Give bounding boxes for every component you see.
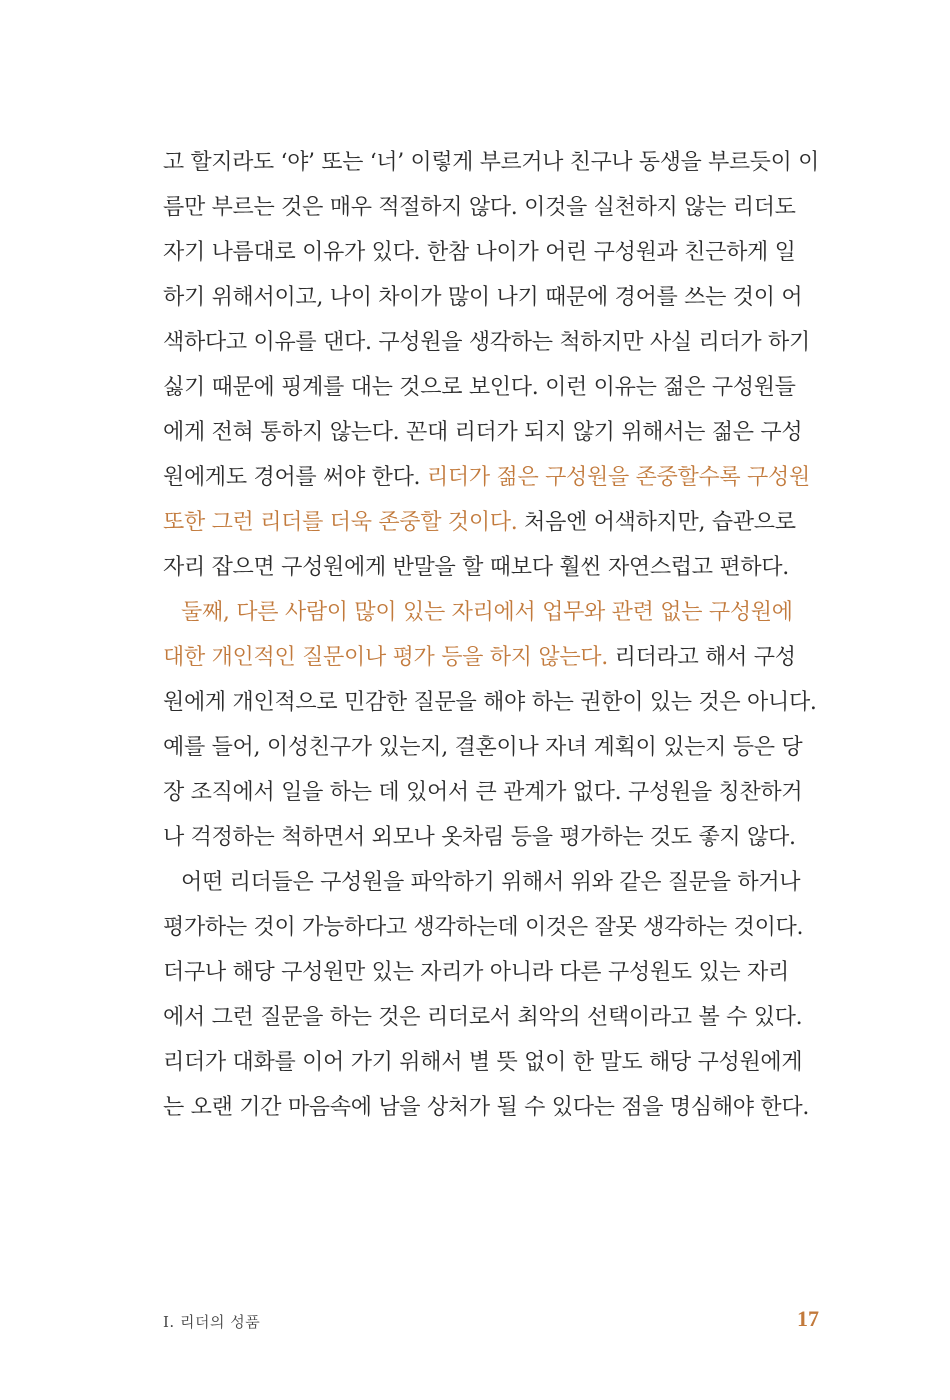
text-line: 대한 개인적인 질문이나 평가 등을 하지 않는다. 리더라고 해서 구성 — [163, 645, 796, 670]
text-line: 평가하는 것이 가능하다고 생각하는데 이것은 잘못 생각하는 것이다. — [163, 915, 804, 940]
highlighted-text: 리더가 젊은 구성원을 존중할수록 구성원 — [426, 465, 810, 490]
text-line: 원에게도 경어를 써야 한다. 리더가 젊은 구성원을 존중할수록 구성원 — [163, 465, 810, 490]
page-number: 17 — [797, 1306, 819, 1331]
text-line: 름만 부르는 것은 매우 적절하지 않다. 이것을 실천하지 않는 리더도 — [163, 195, 796, 220]
highlighted-text: 둘째, 다른 사람이 많이 있는 자리에서 업무와 관련 없는 구성원에 — [181, 600, 793, 625]
paragraph-start-line: 어떤 리더들은 구성원을 파악하기 위해서 위와 같은 질문을 하거나 — [181, 870, 801, 895]
text-line: 나 걱정하는 척하면서 외모나 옷차림 등을 평가하는 것도 좋지 않다. — [163, 825, 796, 850]
text-line: 더구나 해당 구성원만 있는 자리가 아니라 다른 구성원도 있는 자리 — [163, 960, 789, 985]
text-line: 리더가 대화를 이어 가기 위해서 별 뜻 없이 한 말도 해당 구성원에게 — [163, 1050, 803, 1075]
text-line: 싫기 때문에 핑계를 대는 것으로 보인다. 이런 이유는 젊은 구성원들 — [163, 375, 796, 400]
text-line: 에게 전혀 통하지 않는다. 꼰대 리더가 되지 않기 위해서는 젊은 구성 — [163, 420, 803, 445]
text-line: 또한 그런 리더를 더욱 존중할 것이다. 처음엔 어색하지만, 습관으로 — [163, 510, 796, 535]
text-line: 고 할지라도 ‘야’ 또는 ‘너’ 이렇게 부르거나 친구나 동생을 부르듯이 이 — [163, 150, 819, 175]
text-line: 자리 잡으면 구성원에게 반말을 할 때보다 훨씬 자연스럽고 편하다. — [163, 555, 789, 580]
highlighted-text: 또한 그런 리더를 더욱 존중할 것이다. — [163, 510, 518, 535]
chapter-title: Ⅰ. 리더의 성품 — [163, 1313, 261, 1331]
highlighted-text: 대한 개인적인 질문이나 평가 등을 하지 않는다. — [163, 645, 608, 670]
text-line: 하기 위해서이고, 나이 차이가 많이 나기 때문에 경어를 쓰는 것이 어 — [163, 285, 803, 310]
body-text — [163, 140, 819, 1130]
text-line: 자기 나름대로 이유가 있다. 한참 나이가 어린 구성원과 친근하게 일 — [163, 240, 796, 265]
text-line: 에서 그런 질문을 하는 것은 리더로서 최악의 선택이라고 볼 수 있다. — [163, 1005, 803, 1030]
text-line: 색하다고 이유를 댄다. 구성원을 생각하는 척하지만 사실 리더가 하기 — [163, 330, 810, 355]
text-line: 원에게 개인적으로 민감한 질문을 해야 하는 권한이 있는 것은 아니다. — [163, 690, 817, 715]
paragraph-start-line — [163, 590, 819, 635]
text-line: 예를 들어, 이성친구가 있는지, 결혼이나 자녀 계획이 있는지 등은 당 — [163, 735, 803, 760]
text-line: 는 오랜 기간 마음속에 남을 상처가 될 수 있다는 점을 명심해야 한다. — [163, 1095, 810, 1120]
text-line: 장 조직에서 일을 하는 데 있어서 큰 관계가 없다. 구성원을 칭찬하거 — [163, 780, 803, 805]
